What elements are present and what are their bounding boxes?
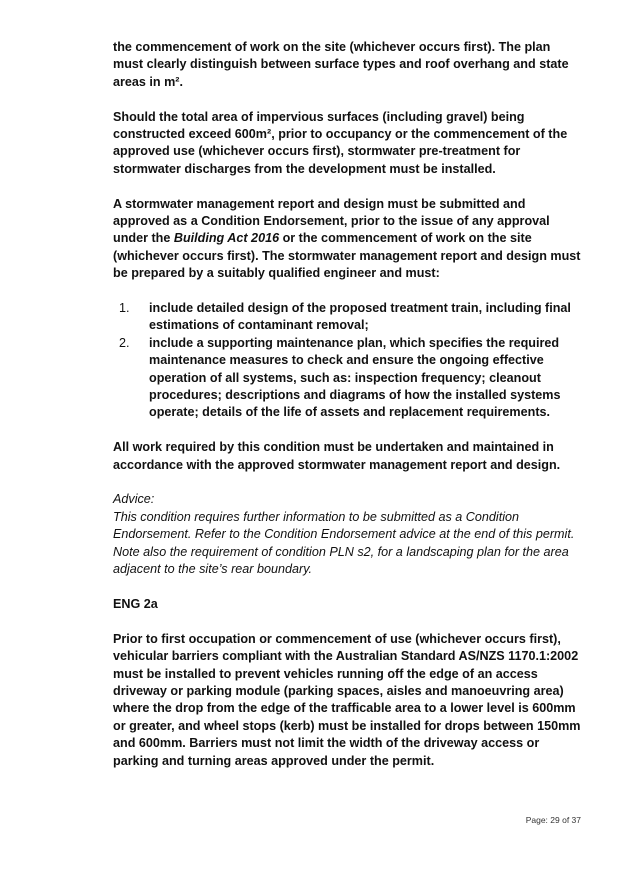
document-body <box>113 39 583 770</box>
list-item-text: include a supporting maintenance plan, which specifies the required maintenance measures to check and ensure the ongoing effective operation of all systems, such as: inspection frequency; cleanout procedures; descriptions and diagrams of how the installed systems operate; details of the life of assets and replacement requirements. <box>149 335 561 420</box>
advice-label: Advice: <box>113 492 155 507</box>
stormwater-report-text-b: or the commencement of work on the site (whichever occurs first). The stormwater management report and design must be prepared by a suitably qualified engineer and must: <box>113 231 581 281</box>
section-heading: ENG 2a <box>113 596 158 611</box>
requirements-list <box>113 300 583 422</box>
paragraph-impervious-surfaces: Should the total area of impervious surfaces (including gravel) being constructed exceed 600m², prior to occupancy or the commencement of the approved use (whichever occurs first), stormwater pre-treatment for stormwater discharges from the development must be installed. <box>113 109 568 176</box>
list-item <box>113 335 583 422</box>
paragraph-vehicular-barriers: Prior to first occupation or commencement of use (whichever occurs first), vehicular barriers compliant with the Australian Standard AS/NZS 1170.1:2002 must be installed to prevent vehicles running off the edge of an access driveway or parking module (parking spaces, aisles and manoeuvring area) where the drop from the edge of the trafficable area to a lower level is 600mm or greater, and wheel stops (kerb) must be installed for drops between 150mm and 600mm. Barriers must not limit the width of the driveway access or parking and turning areas approved under the permit. <box>113 631 581 768</box>
stormwater-report-text-a: A stormwater management report and design must be submitted and approved as a Condition Endorsement, prior to the issue of any approval under the <box>113 196 550 246</box>
paragraph-work-required: All work required by this condition must be undertaken and maintained in accordance with the approved stormwater management report and design. <box>113 440 561 472</box>
building-act-title: Building Act 2016 <box>173 231 280 246</box>
list-item-number: 2. <box>119 335 130 350</box>
list-item <box>113 300 583 335</box>
list-item-number: 1. <box>119 301 130 316</box>
paragraph-stormwater-report <box>113 196 583 283</box>
page-number: Page: 29 of 37 <box>525 815 581 825</box>
advice-text: This condition requires further information to be submitted as a Condition Endorsement. Refer to the Condition Endorsement advice at the end of this permit. Note also the requirement of condition PLN s2, for a landscaping plan for the area adjacent to the site’s rear boundary. <box>113 509 575 577</box>
paragraph-plan-continuation: the commencement of work on the site (whichever occurs first). The plan must clearly distinguish between surface types and roof overhang and state areas in m². <box>113 40 569 89</box>
list-item-text: include detailed design of the proposed treatment train, including final estimations of contaminant removal; <box>149 301 571 333</box>
